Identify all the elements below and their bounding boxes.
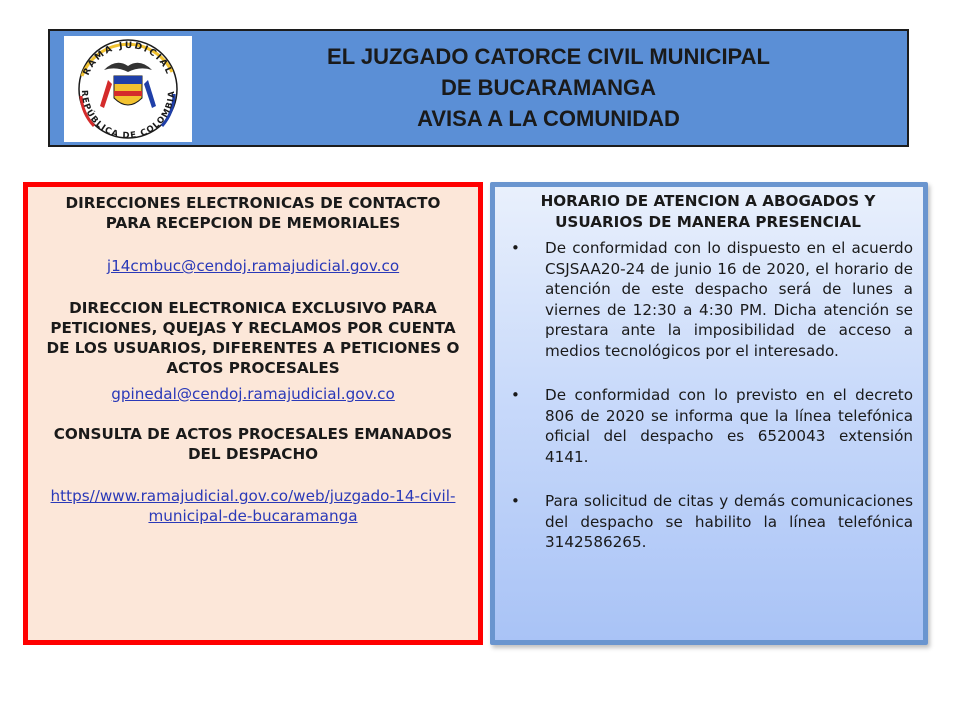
pqr-heading: DIRECCION ELECTRONICA EXCLUSIVO PARA PETICIONES, QUEJAS Y RECLAMOS POR CUENTA DE LOS USUARIOS, DIFERENTES A PETICIONES O ACTOS PROCESALES [46,299,460,377]
pqr-email-link[interactable]: gpinedal@cendoj.ramajudicial.gov.co [111,385,395,403]
rama-judicial-seal-icon [64,36,192,142]
bullet-icon: • [511,492,520,510]
banner-title-line-2: DE BUCARAMANGA [440,75,657,100]
banner-title-line-1: EL JUZGADO CATORCE CIVIL MUNICIPAL [327,44,770,69]
header-banner [48,29,909,147]
list-item [503,385,913,467]
svg-text:REPÚBLICA DE COLOMBIA: REPÚBLICA DE COLOMBIA [78,89,178,142]
memoriales-email-link[interactable]: j14cmbuc@cendoj.ramajudicial.gov.co [106,257,400,275]
contact-panel [23,182,483,645]
list-item-text: De conformidad con lo dispuesto en el acuerdo CSJSAA20-24 de junio 16 de 2020, el horario de atención de este despacho será de lunes a viernes de 12:30 a 4:30 PM. Dicha atención se prestara ante la imposibilidad de acceso a medios tecnológicos por el interesado. [545,239,913,360]
bullet-icon: • [511,386,520,404]
rama-judicial-logo [64,36,192,142]
list-item-text: Para solicitud de citas y demás comunicaciones del despacho se habilito la línea telefónica 3142586265. [545,492,913,551]
banner-title [200,41,897,134]
consulta-heading: CONSULTA DE ACTOS PROCESALES EMANADOS DEL DESPACHO [53,425,453,463]
horario-panel [490,182,928,645]
bullet-icon: • [511,239,520,257]
horario-list [503,238,913,553]
horario-heading: HORARIO DE ATENCION A ABOGADOS Y USUARIOS DE MANERA PRESENCIAL [540,192,876,231]
juzgado-website-link[interactable]: https//www.ramajudicial.gov.co/web/juzgado-14-civil-municipal-de-bucaramanga [50,487,456,525]
banner-title-line-3: AVISA A LA COMUNIDAD [417,106,680,131]
list-item [503,491,913,553]
svg-text:RAMA JUDICIAL: RAMA JUDICIAL [81,40,175,78]
memoriales-heading: DIRECCIONES ELECTRONICAS DE CONTACTO PARA RECEPCION DE MEMORIALES [65,194,441,232]
list-item-text: De conformidad con lo previsto en el decreto 806 de 2020 se informa que la línea telefónica oficial del despacho es 6520043 extensión 4141. [545,386,913,466]
list-item [503,238,913,361]
